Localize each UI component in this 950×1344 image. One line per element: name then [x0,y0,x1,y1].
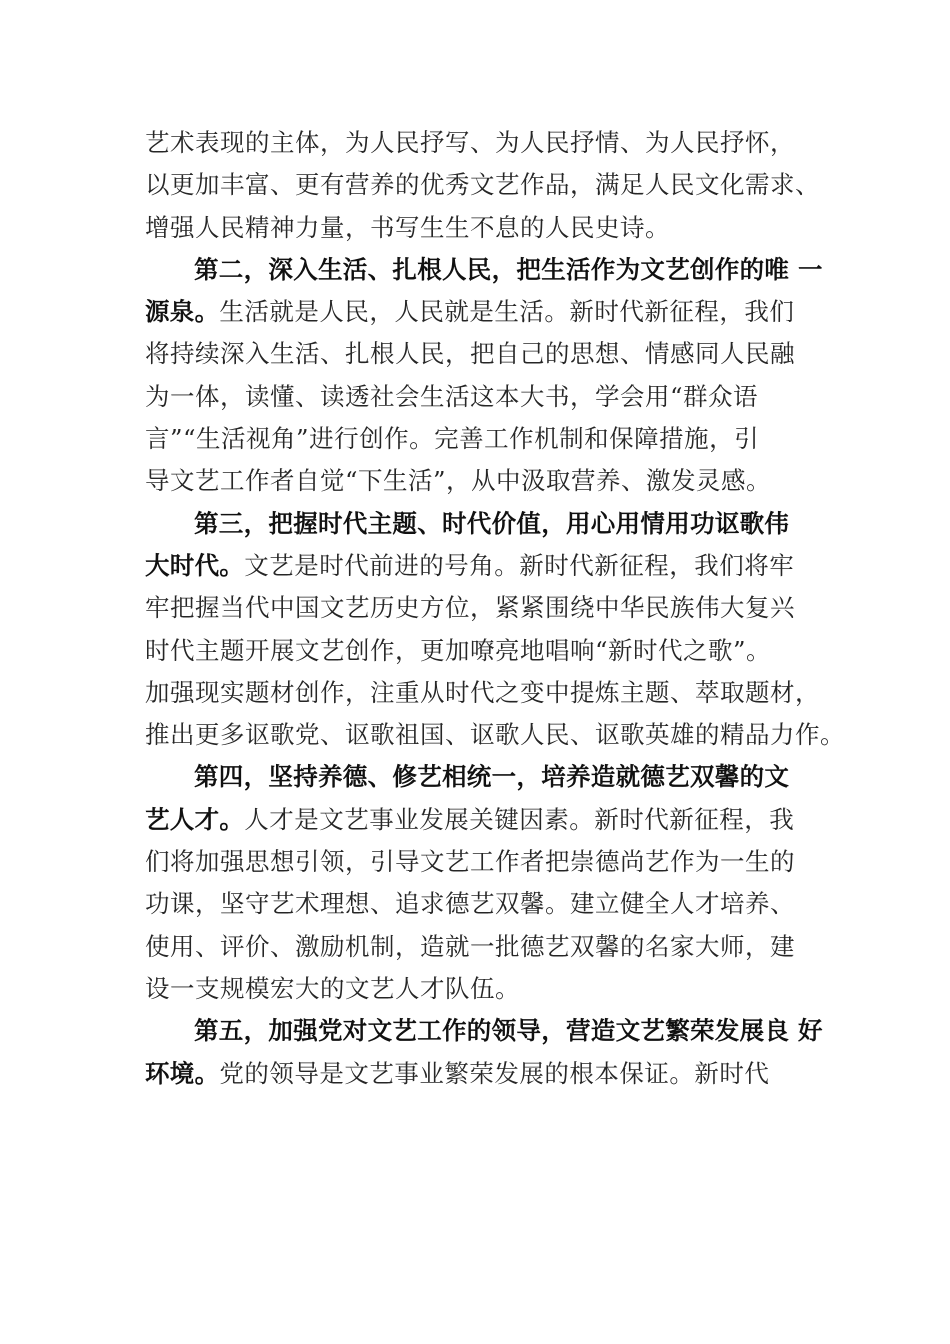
document-body [145,122,845,1095]
heading-lead: 环境。 [145,1058,220,1088]
heading-lead: 源泉。 [145,297,220,327]
section-heading-5-continuation [145,1053,810,1095]
section-heading-5 [145,1010,823,1052]
text-line: 功课，坚守艺术理想、追求德艺双馨。建立健全人才培养、 [145,889,795,919]
section-heading-3 [145,503,810,545]
text-line: 为一体，读懂、读透社会生活这本大书，学会用“群众语 [145,381,759,411]
heading-lead: 第五，加强党对文艺工作的领导，营造文艺繁荣发展良 好 [194,1016,823,1046]
text-line: 艺术表现的主体，为人民抒写、为人民抒情、为人民抒怀， [145,128,795,157]
paragraph-text: 党的领导是文艺事业繁荣发展的根本保证。新时代 [219,1058,770,1088]
text-line: 将持续深入生活、扎根人民，把自己的思想、情感同人民融 [145,339,795,369]
section-heading-2 [145,249,823,291]
heading-lead: 第四，坚持养德、修艺相统一，培养造就德艺双馨的文 [194,762,790,792]
paragraph-text: 生活就是人民，人民就是生活。新时代新征程，我们 [219,297,795,327]
text-line: 推出更多讴歌党、讴歌祖国、讴歌人民、讴歌英雄的精品力作。 [145,720,845,750]
text-line: 加强现实题材创作，注重从时代之变中提炼主题、萃取题材， [145,677,820,707]
text-line: 导文艺工作者自觉“下生活”，从中汲取营养、激发灵感。 [145,466,772,496]
section-heading-4 [145,756,810,798]
text-line: 时代主题开展文艺创作，更加嘹亮地唱响“新时代之歌”。 [145,635,772,665]
heading-lead: 大时代。 [145,550,245,580]
section-heading-3-continuation [145,545,810,587]
text-line: 增强人民精神力量，书写生生不息的人民史诗。 [145,212,670,242]
text-line: 言”“生活视角”进行创作。完善工作机制和保障措施，引 [145,424,760,454]
paragraph-text: 文艺是时代前进的号角。新时代新征程，我们将牢 [244,550,795,580]
heading-lead: 第二，深入生活、扎根人民，把生活作为文艺创作的唯 一 [194,254,823,284]
section-heading-2-continuation [145,291,810,333]
paragraph-text: 人才是文艺事业发展关键因素。新时代新征程，我 [244,804,795,834]
text-line: 设一支规模宏大的文艺人才队伍。 [145,973,520,1003]
text-line: 们将加强思想引领，引导文艺工作者把崇德尚艺作为一生的 [145,847,795,877]
section-heading-4-continuation [145,799,810,841]
heading-lead: 艺人才。 [145,804,245,834]
text-line: 使用、评价、激励机制，造就一批德艺双馨的名家大师，建 [145,931,795,961]
text-line: 以更加丰富、更有营养的优秀文艺作品，满足人民文化需求、 [145,170,820,200]
heading-lead: 第三，把握时代主题、时代价值，用心用情用功讴歌伟 [194,508,790,538]
text-line: 牢把握当代中国文艺历史方位，紧紧围绕中华民族伟大复兴 [145,593,795,623]
